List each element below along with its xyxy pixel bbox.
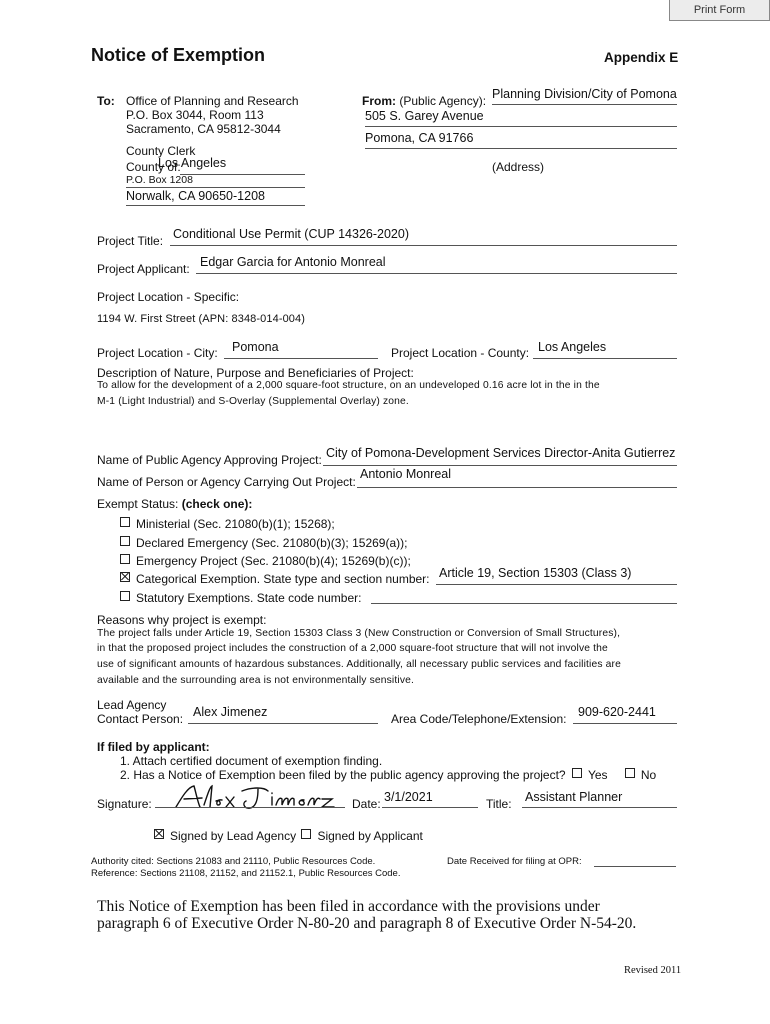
signed-applicant-checkbox-icon[interactable] — [301, 829, 311, 839]
exempt-option-declared-emergency[interactable] — [120, 536, 407, 550]
location-city-field[interactable]: Pomona — [232, 340, 279, 354]
contact-person-underline — [188, 723, 378, 724]
address-caption: (Address) — [492, 160, 545, 174]
reasons-line-3[interactable]: use of significant amounts of hazardous substances. Additionally, all necessary public services and facilities are — [97, 659, 622, 670]
signed-applicant-label: Signed by Applicant — [317, 829, 423, 843]
revised-label: Revised 2011 — [624, 965, 682, 976]
location-county-underline — [533, 358, 677, 359]
yes-checkbox-icon[interactable] — [572, 768, 582, 778]
lead-agency-label: Lead Agency — [97, 698, 167, 712]
city-zip-underline — [126, 205, 305, 206]
from-strong: From: — [362, 94, 396, 108]
title-label: Title: — [486, 797, 512, 811]
signature-underline — [155, 807, 345, 808]
city-zip-field[interactable]: Norwalk, CA 90650-1208 — [126, 189, 265, 203]
signed-lead-agency-label: Signed by Lead Agency — [170, 829, 297, 843]
notice-statement-line-2: paragraph 6 of Executive Order N-80-20 and paragraph 8 of Executive Order N-54-20. — [97, 915, 637, 932]
from-agency-field[interactable]: Planning Division/City of Pomona — [492, 87, 677, 101]
location-specific-field[interactable]: 1194 W. First Street (APN: 8348-014-004) — [97, 313, 305, 325]
phone-underline — [573, 723, 677, 724]
exempt-status-label — [97, 497, 252, 511]
approving-agency-field[interactable]: City of Pomona-Development Services Director-Anita Gutierrez — [326, 446, 676, 460]
description-line-2[interactable]: M-1 (Light Industrial) and S-Overlay (Supplemental Overlay) zone. — [97, 396, 409, 407]
appendix-label: Appendix E — [604, 50, 679, 65]
phone-label: Area Code/Telephone/Extension: — [391, 712, 567, 726]
to-line-2: P.O. Box 3044, Room 113 — [126, 108, 264, 122]
exempt-status-text: Exempt Status: — [97, 497, 179, 511]
checkbox-icon[interactable] — [120, 536, 130, 546]
reference-cited: Reference: Sections 21108, 21152, and 21152.1, Public Resources Code. — [91, 868, 401, 879]
project-applicant-underline — [196, 273, 677, 274]
date-field[interactable]: 3/1/2021 — [384, 790, 433, 804]
contact-person-label: Contact Person: — [97, 712, 184, 726]
from-label — [362, 94, 486, 108]
location-county-field[interactable]: Los Angeles — [538, 340, 607, 354]
location-city-label: Project Location - City: — [97, 346, 218, 360]
checkbox-icon[interactable] — [120, 517, 130, 527]
county-clerk-label: County Clerk — [126, 144, 196, 158]
from-address-2-underline — [365, 148, 677, 149]
project-title-field[interactable]: Conditional Use Permit (CUP 14326-2020) — [173, 227, 409, 241]
exempt-option-label: Statutory Exemptions. State code number: — [136, 591, 362, 605]
county-of-label: County of: — [126, 160, 181, 174]
exempt-option-statutory[interactable] — [120, 591, 361, 605]
from-agency-underline — [492, 104, 677, 105]
county-underline — [180, 174, 305, 175]
notice-statement-line-1: This Notice of Exemption has been filed in accordance with the provisions under — [97, 898, 600, 915]
exempt-option-categorical[interactable] — [120, 572, 430, 586]
carrying-out-label: Name of Person or Agency Carrying Out Project: — [97, 475, 356, 489]
signature-label: Signature: — [97, 797, 152, 811]
approving-agency-underline — [323, 465, 677, 466]
signed-lead-agency-checkbox-icon[interactable] — [154, 829, 164, 839]
date-received-underline — [594, 866, 676, 867]
exempt-option-label: Declared Emergency (Sec. 21080(b)(3); 15269(a)); — [136, 536, 408, 550]
exempt-option-label: Emergency Project (Sec. 21080(b)(4); 15269(b)(c)); — [136, 554, 411, 568]
checkbox-checked-icon[interactable] — [120, 572, 130, 582]
page-title: Notice of Exemption — [91, 45, 266, 65]
contact-person-field[interactable]: Alex Jimenez — [193, 705, 268, 719]
phone-field[interactable]: 909-620-2441 — [578, 705, 656, 719]
po-box-field[interactable]: P.O. Box 1208 — [126, 174, 193, 186]
to-line-3: Sacramento, CA 95812-3044 — [126, 122, 281, 136]
check-one-text: (check one): — [181, 497, 253, 511]
checkbox-icon[interactable] — [120, 554, 130, 564]
reasons-line-2[interactable]: in that the proposed project includes the construction of a 2,000 square-foot structure that will not involve the — [97, 643, 608, 654]
from-address-1-field[interactable]: 505 S. Garey Avenue — [365, 109, 484, 123]
yes-label: Yes — [587, 768, 608, 782]
statutory-underline — [371, 603, 677, 604]
exempt-option-ministerial[interactable] — [120, 517, 335, 531]
from-sub-label: (Public Agency): — [399, 94, 487, 108]
print-form-button[interactable]: Print Form — [669, 0, 770, 21]
from-address-2-field[interactable]: Pomona, CA 91766 — [365, 131, 474, 145]
location-city-underline — [224, 358, 378, 359]
county-field[interactable]: Los Angeles — [158, 156, 227, 170]
checkbox-icon[interactable] — [120, 591, 130, 601]
filed-item-1: 1. Attach certified document of exemption finding. — [120, 754, 383, 768]
exempt-option-label: Ministerial (Sec. 21080(b)(1); 15268); — [136, 517, 335, 531]
to-line-1: Office of Planning and Research — [126, 94, 299, 108]
exempt-option-label: Categorical Exemption. State type and section number: — [136, 572, 430, 586]
categorical-underline — [436, 584, 677, 585]
project-applicant-field[interactable]: Edgar Garcia for Antonio Monreal — [200, 255, 386, 269]
no-checkbox-icon[interactable] — [625, 768, 635, 778]
signed-by-row — [154, 829, 423, 843]
date-received-label: Date Received for filing at OPR: — [447, 856, 582, 867]
filed-item-2-text: 2. Has a Notice of Exemption been filed by the public agency approving the project? — [120, 768, 566, 782]
project-title-label: Project Title: — [97, 234, 164, 248]
reasons-label: Reasons why project is exempt: — [97, 613, 267, 627]
authority-cited: Authority cited: Sections 21083 and 21110, Public Resources Code. — [91, 856, 376, 867]
categorical-exemption-field[interactable]: Article 19, Section 15303 (Class 3) — [439, 566, 632, 580]
project-title-underline — [170, 245, 677, 246]
to-label: To: — [97, 94, 115, 108]
title-field[interactable]: Assistant Planner — [525, 790, 623, 804]
filed-item-2 — [120, 768, 656, 782]
title-underline — [522, 807, 677, 808]
location-county-label: Project Location - County: — [391, 346, 530, 360]
description-line-1[interactable]: To allow for the development of a 2,000 square-foot structure, on an undeveloped 0.16 acre lot in the in the — [97, 380, 600, 391]
project-applicant-label: Project Applicant: — [97, 262, 190, 276]
date-label: Date: — [352, 797, 381, 811]
carrying-out-underline — [357, 487, 677, 488]
from-address-1-underline — [365, 126, 677, 127]
date-underline — [382, 807, 478, 808]
exempt-option-emergency-project[interactable] — [120, 554, 411, 568]
carrying-out-field[interactable]: Antonio Monreal — [360, 467, 452, 481]
reasons-line-1[interactable]: The project falls under Article 19, Section 15303 Class 3 (New Construction or Conversion of Small Structures), — [97, 628, 621, 639]
approving-agency-label: Name of Public Agency Approving Project: — [97, 453, 322, 467]
handwritten-signature[interactable] — [172, 783, 342, 813]
location-specific-label: Project Location - Specific: — [97, 290, 240, 304]
description-label: Description of Nature, Purpose and Beneficiaries of Project: — [97, 366, 414, 380]
po-box-underline — [126, 187, 305, 188]
no-label: No — [640, 768, 657, 782]
reasons-line-4[interactable]: available and the surrounding area is not environmentally sensitive. — [97, 675, 414, 686]
filed-by-applicant-heading: If filed by applicant: — [97, 740, 210, 754]
